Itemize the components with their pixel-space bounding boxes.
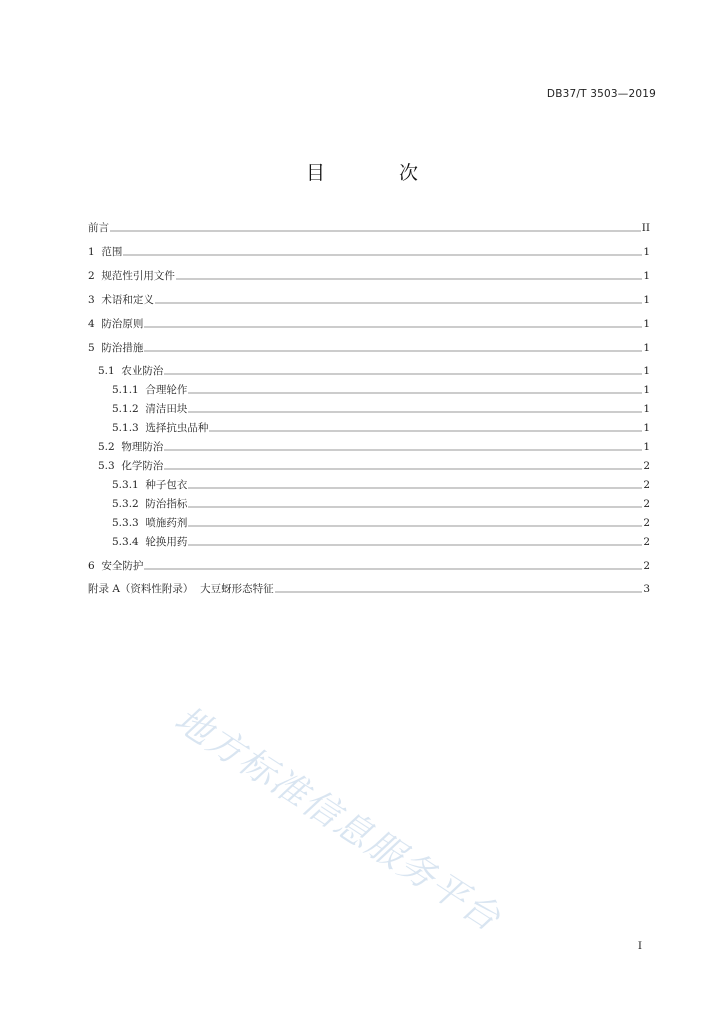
toc-entry-number: 5.3.1: [112, 479, 146, 491]
toc-entry-label: 安全防护: [101, 560, 144, 572]
toc-entry-2[interactable]: [88, 266, 650, 282]
toc-entry-page: II: [641, 222, 650, 234]
toc-entry-5-1-3[interactable]: [88, 418, 650, 434]
toc-entry-page: 1: [643, 403, 650, 415]
dot-leader: [188, 525, 642, 527]
toc-entry-5-1-1[interactable]: [88, 380, 650, 396]
toc-entry-label: 清洁田块: [145, 403, 188, 415]
toc-entry-5-2[interactable]: [88, 437, 650, 453]
dot-leader: [164, 373, 642, 375]
toc-entry-label: 选择抗虫品种: [145, 422, 209, 434]
toc-entry-5-1[interactable]: [88, 361, 650, 377]
toc-entry-page: 1: [643, 342, 650, 354]
toc-entry-label: 轮换用药: [145, 536, 188, 548]
toc-entry-label: 术语和定义: [101, 294, 154, 306]
toc-entry-page: 1: [643, 422, 650, 434]
toc-entry-5-3-3[interactable]: [88, 513, 650, 529]
dot-leader: [110, 230, 641, 232]
toc-entry-label: 规范性引用文件: [101, 270, 175, 282]
toc-entry-page: 2: [643, 498, 650, 510]
toc-entry-appendix-a[interactable]: [88, 579, 650, 595]
toc-entry-label: 防治指标: [145, 498, 188, 510]
toc-entry-label: 防治原则: [101, 318, 144, 330]
toc-entry-label: 种子包衣: [145, 479, 188, 491]
toc-title: 目 次: [305, 162, 453, 184]
dot-leader: [188, 487, 642, 489]
toc-entry-3[interactable]: [88, 290, 650, 306]
toc-entry-label: 物理防治: [121, 441, 164, 453]
toc-entry-number: 3: [88, 294, 102, 306]
toc-entry-page: 2: [643, 479, 650, 491]
dot-leader: [188, 411, 642, 413]
toc-entry-number: 1: [88, 246, 102, 258]
dot-leader: [155, 302, 642, 304]
toc-entry-page: 2: [643, 460, 650, 472]
toc-entry-number: 2: [88, 270, 102, 282]
toc-entry-5-1-2[interactable]: [88, 399, 650, 415]
toc-entry-number: 5: [88, 342, 102, 354]
toc-entry-label: 附录 A（资料性附录） 大豆蚜形态特征: [88, 583, 274, 595]
dot-leader: [123, 254, 642, 256]
toc-entry-label: 前言: [88, 222, 109, 234]
toc-entry-label: 合理轮作: [145, 384, 188, 396]
dot-leader: [188, 392, 642, 394]
dot-leader: [144, 350, 642, 352]
toc-entry-page: 1: [643, 441, 650, 453]
toc-entry-number: 5.3: [98, 460, 122, 472]
dot-leader: [209, 430, 642, 432]
toc-entry-page: 2: [643, 536, 650, 548]
watermark: 地方标准信息服务平台: [167, 698, 509, 941]
toc-entry-page: 3: [643, 583, 650, 595]
toc-entry-number: 5.1.2: [112, 403, 146, 415]
toc-entry-label: 农业防治: [121, 365, 164, 377]
toc-entry-page: 1: [643, 246, 650, 258]
toc-entry-5-3-4[interactable]: [88, 532, 650, 548]
toc-entry-page: 1: [643, 365, 650, 377]
toc-entry-page: 1: [643, 294, 650, 306]
toc-entry-5-3[interactable]: [88, 456, 650, 472]
dot-leader: [164, 468, 642, 470]
toc-entry-5-3-1[interactable]: [88, 475, 650, 491]
toc-entry-label: 防治措施: [101, 342, 144, 354]
toc-entry-6[interactable]: [88, 556, 650, 572]
dot-leader: [176, 278, 642, 280]
toc-entry-5-3-2[interactable]: [88, 494, 650, 510]
toc-entry-number: 5.1.1: [112, 384, 146, 396]
dot-leader: [188, 544, 642, 546]
toc-entry-page: 2: [643, 560, 650, 572]
toc-entry-number: 6: [88, 560, 102, 572]
page-number: I: [637, 940, 642, 952]
toc-entry-4[interactable]: [88, 314, 650, 330]
toc-entry-label: 范围: [101, 246, 123, 258]
toc-entry-page: 1: [643, 318, 650, 330]
dot-leader: [275, 591, 643, 593]
toc-entry-5[interactable]: [88, 338, 650, 354]
toc-entry-label: 喷施药剂: [145, 517, 188, 529]
toc-entry-number: 5.3.3: [112, 517, 146, 529]
toc-entry-page: 2: [643, 517, 650, 529]
toc-entry-page: 1: [643, 384, 650, 396]
toc-entry-number: 5.1: [98, 365, 122, 377]
dot-leader: [188, 506, 642, 508]
toc-entry-number: 5.3.2: [112, 498, 146, 510]
toc-entry-number: 5.3.4: [112, 536, 146, 548]
dot-leader: [144, 326, 642, 328]
toc-entry-number: 5.1.3: [112, 422, 146, 434]
toc-entry-label: 化学防治: [121, 460, 164, 472]
toc-entry-1[interactable]: [88, 242, 650, 258]
toc-entry-number: 5.2: [98, 441, 122, 453]
toc-entry-number: 4: [88, 318, 102, 330]
standard-code: DB37/T 3503—2019: [546, 88, 656, 100]
dot-leader: [164, 449, 642, 451]
dot-leader: [144, 568, 642, 570]
toc-entry-foreword[interactable]: [88, 218, 650, 234]
toc-entry-page: 1: [643, 270, 650, 282]
